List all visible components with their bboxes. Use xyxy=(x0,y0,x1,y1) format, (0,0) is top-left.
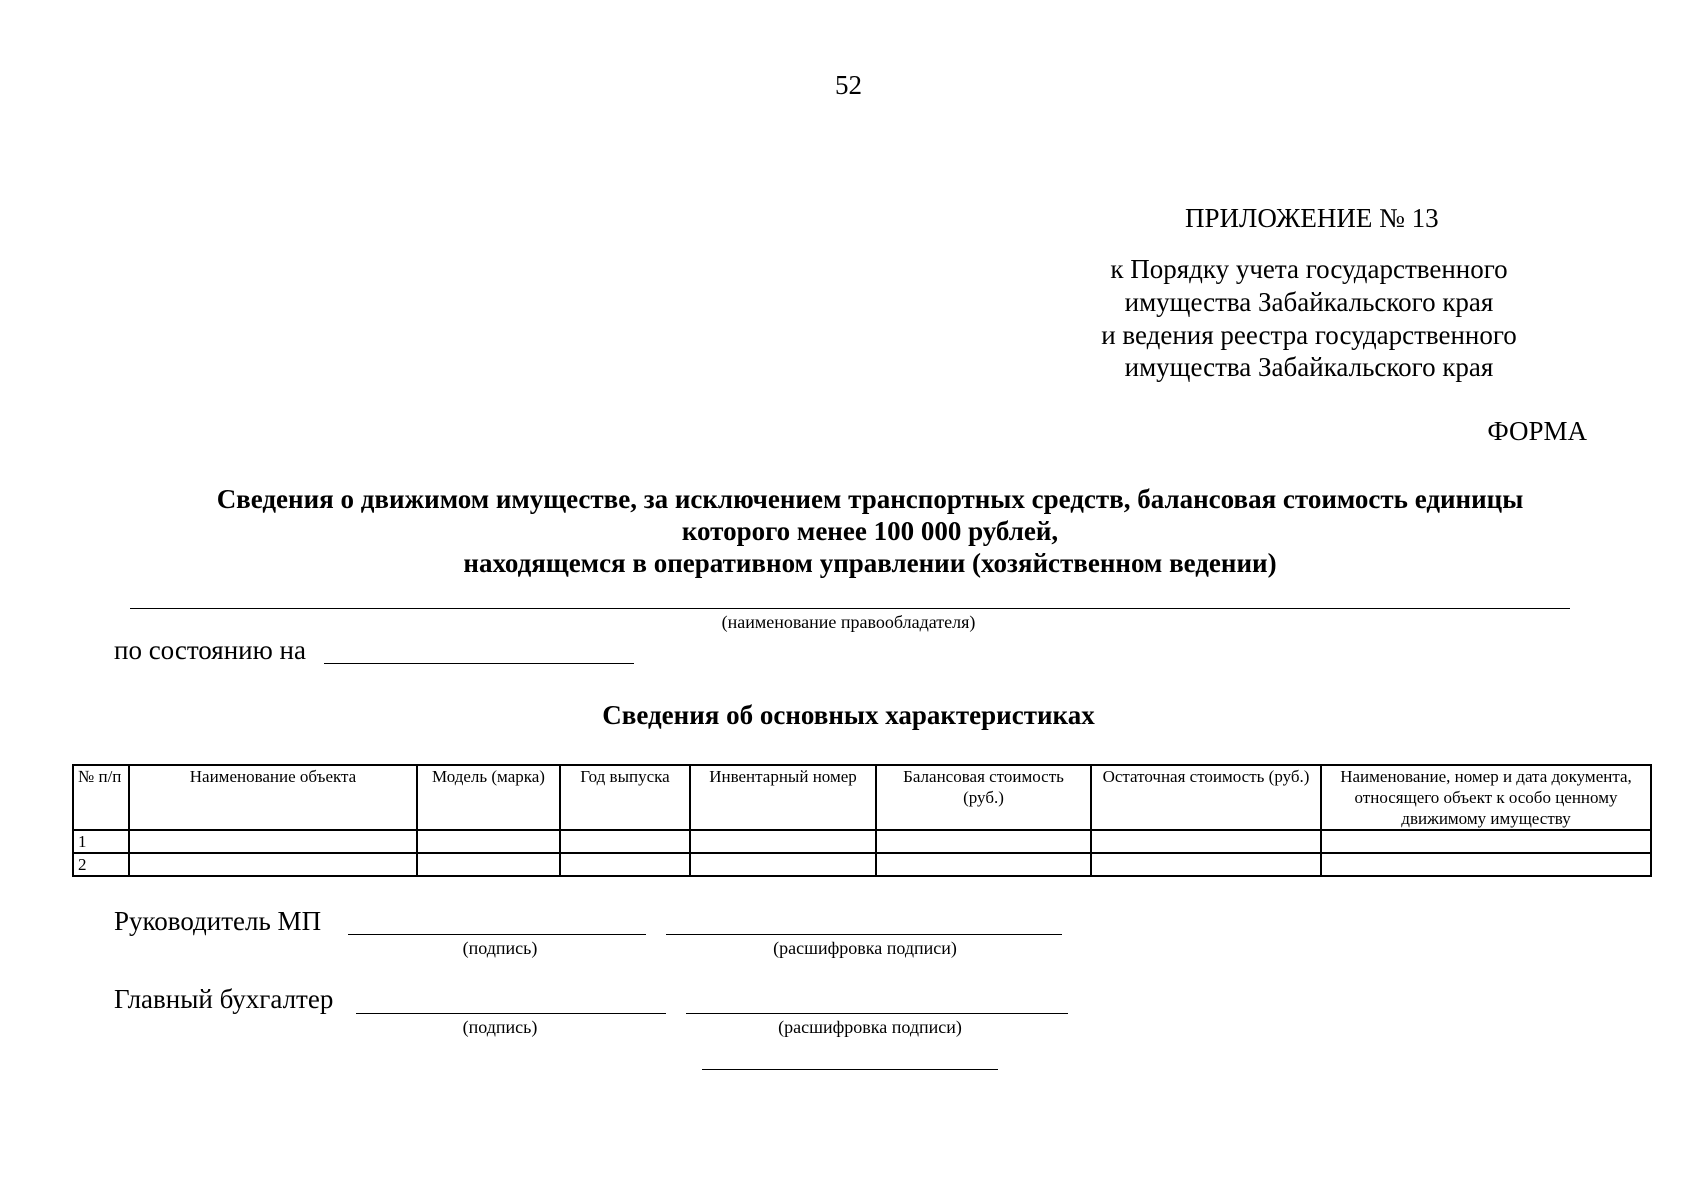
header-cell: Остаточная стоимость (руб.) xyxy=(1091,765,1321,830)
head-decoding-line xyxy=(666,934,1062,935)
signature-caption: (подпись) xyxy=(462,1017,538,1037)
table-cell xyxy=(876,853,1091,876)
header-cell: Модель (марка) xyxy=(417,765,560,830)
title-line: которого менее 100 000 рублей, xyxy=(681,516,1059,546)
as-of-label: по состоянию на xyxy=(114,635,306,665)
appendix-line: и ведения реестра государственного xyxy=(1101,320,1517,350)
decoding-caption: (расшифровка подписи) xyxy=(773,938,957,958)
appendix-line: имущества Забайкальского края xyxy=(1124,287,1494,317)
head-signature-line xyxy=(348,934,646,935)
header-cell: Инвентарный номер xyxy=(690,765,876,830)
property-table xyxy=(72,764,1652,877)
table-cell xyxy=(417,853,560,876)
appendix-line: к Порядку учета государственного xyxy=(1110,254,1508,284)
signature-caption: (подпись) xyxy=(462,938,538,958)
accountant-signature-line xyxy=(356,1013,666,1014)
table-cell xyxy=(1091,830,1321,853)
table-cell xyxy=(1321,830,1651,853)
accountant-decoding-line xyxy=(686,1013,1068,1014)
table-cell: 1 xyxy=(73,830,129,853)
section-title: Сведения об основных характеристиках xyxy=(602,700,1095,730)
page-number: 52 xyxy=(835,70,862,100)
header-cell: Наименование, номер и дата документа, относящего объект к особо ценному движимому имуществу xyxy=(1321,765,1651,830)
form-label: ФОРМА xyxy=(1487,416,1587,446)
decoding-caption: (расшифровка подписи) xyxy=(778,1017,962,1037)
table-cell xyxy=(1321,853,1651,876)
closing-line xyxy=(702,1069,998,1070)
header-cell: № п/п xyxy=(73,765,129,830)
table-row xyxy=(73,853,1651,876)
table-row xyxy=(73,830,1651,853)
accountant-signature-label: Главный бухгалтер xyxy=(114,984,334,1014)
table-cell xyxy=(876,830,1091,853)
table-cell xyxy=(560,830,690,853)
appendix-title: ПРИЛОЖЕНИЕ № 13 xyxy=(1185,203,1439,233)
head-signature-label: Руководитель МП xyxy=(114,906,322,936)
table-cell xyxy=(417,830,560,853)
table-cell xyxy=(690,830,876,853)
table-cell xyxy=(1091,853,1321,876)
header-cell: Наименование объекта xyxy=(129,765,417,830)
table-cell: 2 xyxy=(73,853,129,876)
table-header-row xyxy=(73,765,1651,830)
title-line: Сведения о движимом имуществе, за исключением транспортных средств, балансовая стоимость единицы xyxy=(216,484,1524,514)
title-line: находящемся в оперативном управлении (хозяйственном ведении) xyxy=(463,548,1277,578)
header-cell: Год выпуска xyxy=(560,765,690,830)
appendix-line: имущества Забайкальского края xyxy=(1124,352,1494,382)
holder-caption: (наименование правообладателя) xyxy=(721,612,976,632)
document-title xyxy=(150,483,1590,579)
table-cell xyxy=(129,830,417,853)
table-cell xyxy=(560,853,690,876)
header-cell: Балансовая стоимость (руб.) xyxy=(876,765,1091,830)
table-cell xyxy=(690,853,876,876)
table-cell xyxy=(129,853,417,876)
as-of-date-line xyxy=(324,663,634,664)
holder-name-line xyxy=(130,608,1570,609)
